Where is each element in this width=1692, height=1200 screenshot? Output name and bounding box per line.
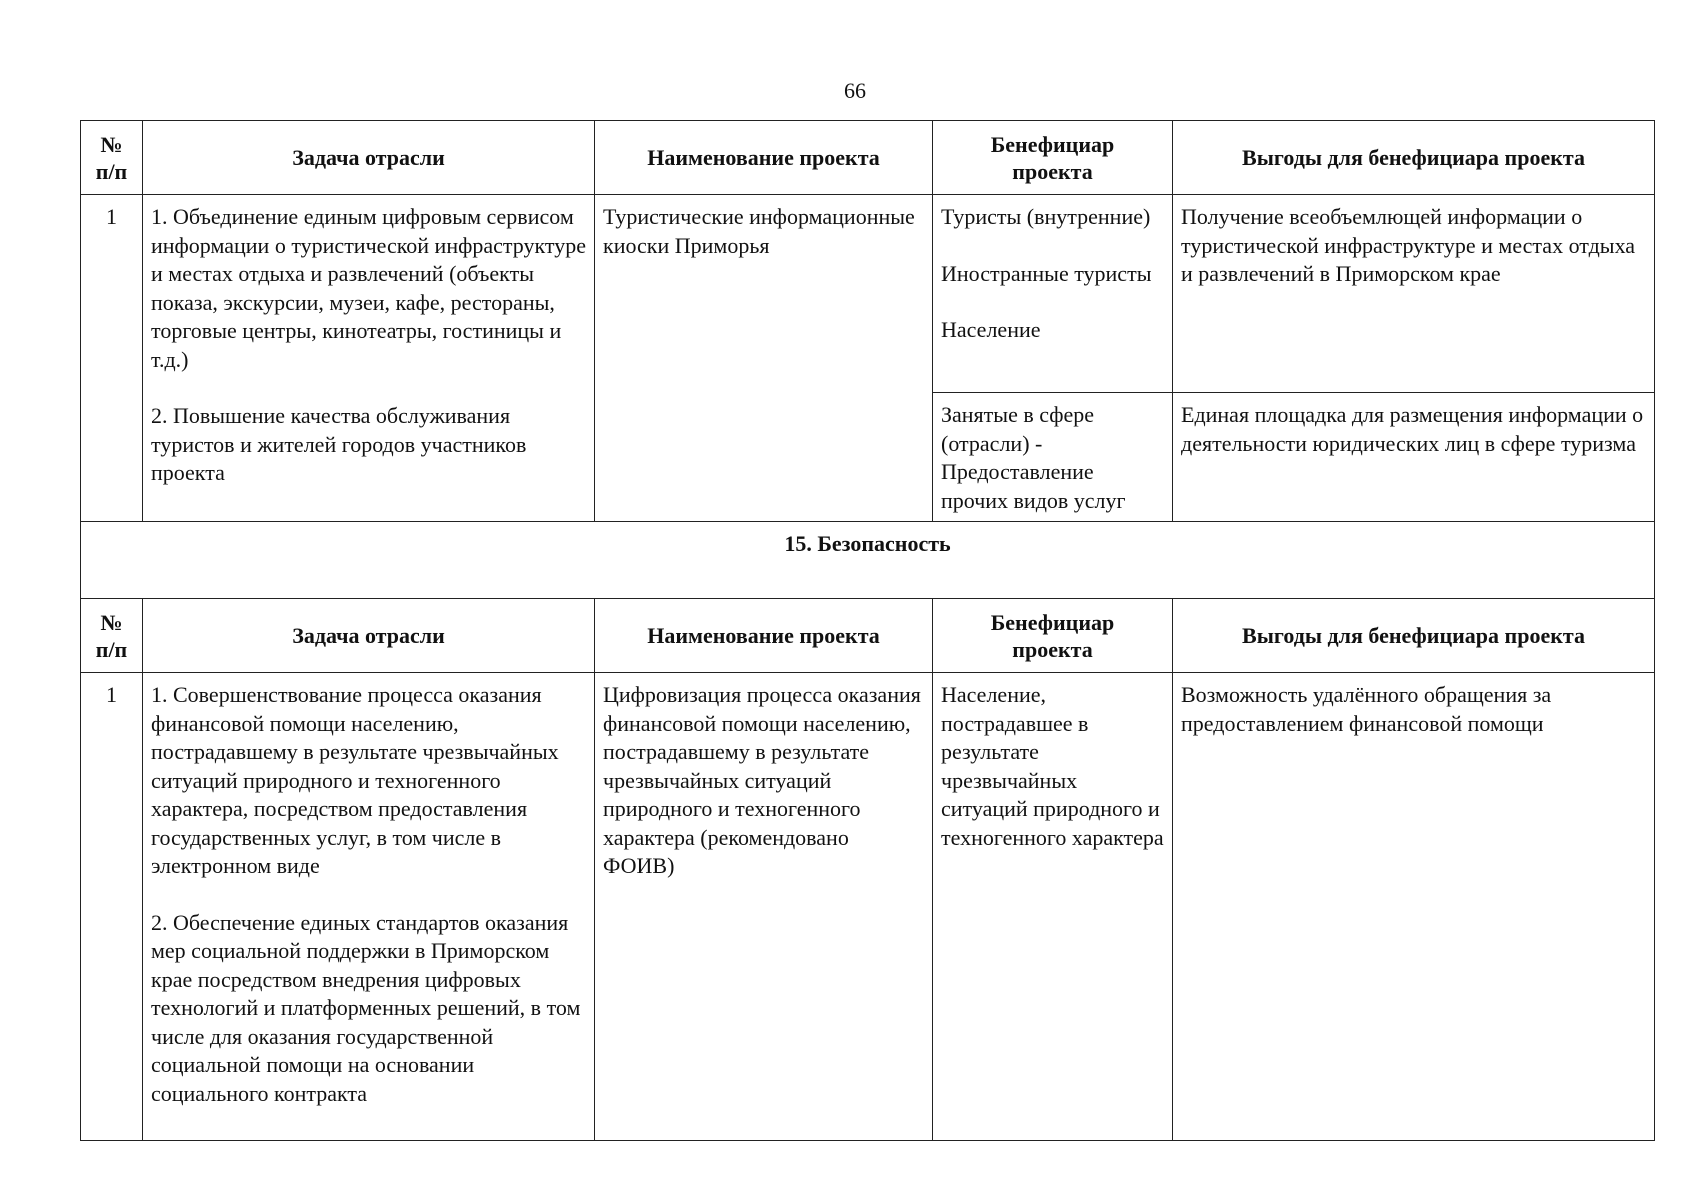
header-num: № п/п <box>81 599 143 673</box>
section-title-row <box>81 522 1655 599</box>
header-project: Наименование проекта <box>595 599 933 673</box>
task-item: 1. Объединение единым цифровым сервисом информации о туристической инфраструктуре и местах отдыха и развлечений (объекты показа, экскурсии, музеи, кафе, рестораны, торговые центры, кинотеатры, гостиницы и т.д.) <box>151 204 586 372</box>
beneficiary-item: Иностранные туристы <box>941 260 1152 286</box>
header-project: Наименование проекта <box>595 121 933 195</box>
header-beneficiary: Бенефициар проекта <box>933 599 1173 673</box>
beneficiary-cell <box>933 195 1173 393</box>
table-row <box>81 673 1655 1141</box>
beneficiary-cell: Население, пострадавшее в результате чрезвычайных ситуаций природного и техногенного характера <box>933 673 1173 1141</box>
header-task: Задача отрасли <box>143 121 595 195</box>
task-cell <box>143 673 595 1141</box>
header-benefits: Выгоды для бенефициара проекта <box>1173 121 1655 195</box>
benefit-cell: Получение всеобъемлющей информации о туристической инфраструктуре и местах отдыха и развлечений в Приморском крае <box>1173 195 1655 393</box>
task-item: 2. Повышение качества обслуживания туристов и жителей городов участников проекта <box>151 403 527 485</box>
table-header-row <box>81 599 1655 673</box>
row-number: 1 <box>81 195 143 522</box>
header-task: Задача отрасли <box>143 599 595 673</box>
task-cell <box>143 195 595 522</box>
task-item: 1. Совершенствование процесса оказания финансовой помощи населению, пострадавшему в результате чрезвычайных ситуаций природного и техногенного характера, посредством предоставления государственных услуг, в том числе в электронном виде <box>151 682 559 878</box>
project-cell: Туристические информационные киоски Приморья <box>595 195 933 522</box>
projects-table <box>80 120 1655 1141</box>
header-benefits: Выгоды для бенефициара проекта <box>1173 599 1655 673</box>
beneficiary-item: Туристы (внутренние) <box>941 204 1151 229</box>
row-number: 1 <box>81 673 143 1141</box>
beneficiary-cell: Занятые в сфере (отрасли) - Предоставление прочих видов услуг <box>933 393 1173 522</box>
benefit-cell: Единая площадка для размещения информации о деятельности юридических лиц в сфере туризма <box>1173 393 1655 522</box>
task-item: 2. Обеспечение единых стандартов оказания мер социальной поддержки в Приморском крае посредством внедрения цифровых технологий и платформенных решений, в том числе для оказания государственной социальной помощи на основании социального контракта <box>151 909 581 1106</box>
table-header-row <box>81 121 1655 195</box>
benefit-cell: Возможность удалённого обращения за предоставлением финансовой помощи <box>1173 673 1655 1141</box>
header-num: № п/п <box>81 121 143 195</box>
header-beneficiary: Бенефициар проекта <box>933 121 1173 195</box>
page-number: 66 <box>844 78 866 103</box>
project-cell: Цифровизация процесса оказания финансовой помощи населению, пострадавшему в результате чрезвычайных ситуаций природного и техногенного характера (рекомендовано ФОИВ) <box>595 673 933 1141</box>
section-title: 15. Безопасность <box>81 522 1655 599</box>
beneficiary-item: Население <box>941 317 1041 342</box>
table-row <box>81 195 1655 393</box>
